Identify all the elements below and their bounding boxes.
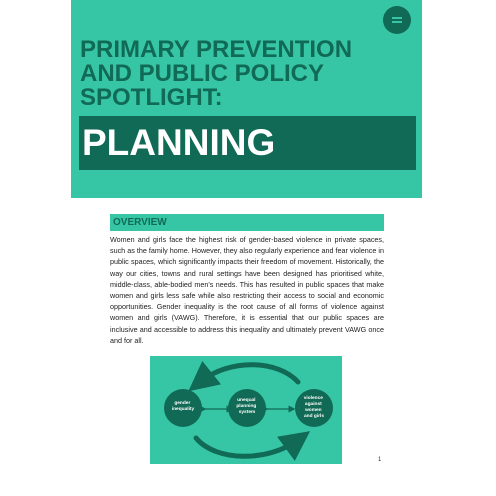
page-number: 1 <box>378 457 382 463</box>
cause-diagram <box>150 356 342 464</box>
node-label-gender-line2: inequality <box>171 407 195 412</box>
section-heading: OVERVIEW <box>113 217 167 228</box>
node-label-planning-line1: unequal <box>237 398 256 403</box>
node-label-planning-line2: planning <box>236 404 257 409</box>
equals-menu-icon[interactable] <box>383 6 411 34</box>
node-label-violence-line2: against <box>304 402 322 407</box>
node-label-planning-line3: system <box>238 410 256 415</box>
page-title: PRIMARY PREVENTION AND PUBLIC POLICY SPOTLIGHT: <box>80 36 353 111</box>
menu-bar-top <box>392 17 402 19</box>
node-label-planning <box>236 397 257 415</box>
overview-paragraph: Women and girls face the highest risk of gender-based violence in private spaces, such as the family home. However, they also regularly experience and fear violence in public spaces, which significantly impacts their freedom of movement. Historically, the way our cities, towns and rural settings have been designed has prioritised white, middle-class, able-bodied men's needs. This has resulted in public spaces that make women and girls less safe while also restricting their access to social and economic opportunities. Gender inequality is the root cause of all forms of violence against women and girls (VAWG). Therefore, it is essential that our public spaces are inclusive and accessible to address this inequality and ultimately prevent VAWG once and for all. <box>110 235 384 345</box>
node-label-gender-line1: gender <box>174 401 191 406</box>
node-label-violence-line1: violence <box>303 396 323 401</box>
node-label-violence-line4: and girls <box>304 414 324 419</box>
menu-bar-bottom <box>392 21 402 23</box>
node-label-violence-line3: women <box>305 408 322 413</box>
page-subtitle: PLANNING <box>82 122 276 163</box>
